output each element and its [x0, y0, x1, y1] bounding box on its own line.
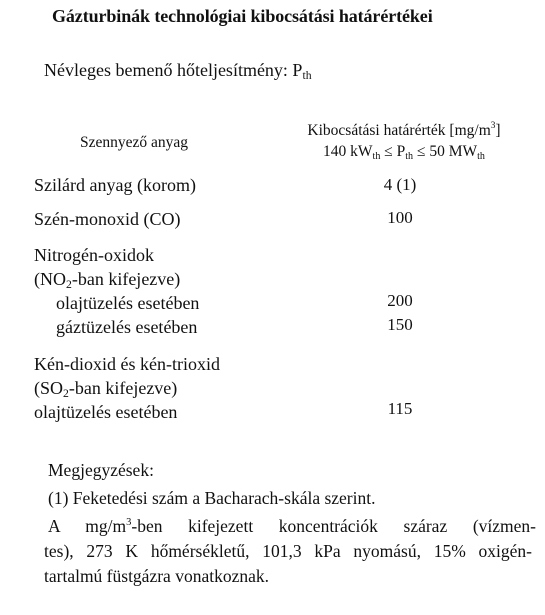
- rated-input-label: [44, 60, 312, 82]
- note-2-line-2: tes), 273 K hőmérsékletű, 101,3 kPa nyomású, 15% oxigén-: [44, 541, 532, 561]
- note-2-line-1: [48, 516, 536, 537]
- nox-basis-a: (NO: [34, 269, 66, 289]
- notes-heading: Megjegyzések:: [48, 460, 154, 480]
- column-header-pollutant: Szennyező anyag: [80, 134, 189, 151]
- nox-basis-b: -ban kifejezve): [71, 269, 181, 289]
- range-mid-sub: th: [405, 151, 414, 162]
- row-label-sox: Kén-dioxid és kén-trioxid: [34, 354, 220, 374]
- limit-header-bracket: ]: [495, 122, 501, 139]
- row-label-nox-gas: gáztüzelés esetében: [56, 317, 198, 337]
- note2-sup: 3: [126, 517, 132, 528]
- column-header-limit: [268, 116, 540, 167]
- document-title: Gázturbinák technológiai kibocsátási határértékei: [52, 6, 433, 26]
- row-label-solid: Szilárd anyag (korom): [34, 175, 196, 195]
- row-value-co: 100: [387, 208, 413, 227]
- range-low-sub: th: [372, 151, 381, 162]
- rated-input-text: Névleges bemenő hőteljesítmény: P: [44, 60, 303, 80]
- row-label-co: Szén-monoxid (CO): [34, 209, 181, 229]
- note-2-line-3: tartalmú füstgázra vonatkoznak.: [44, 566, 269, 586]
- row-value-nox-gas: 150: [387, 315, 413, 334]
- row-value-nox-oil: 200: [387, 291, 413, 310]
- range-high-sub: th: [477, 151, 485, 162]
- sox-basis-sub: 2: [63, 387, 69, 400]
- row-label-nox-oil: olajtüzelés esetében: [56, 293, 200, 313]
- note-1: (1) Feketedési szám a Bacharach-skála szerint.: [48, 488, 376, 508]
- sox-basis-b: -ban kifejezve): [68, 378, 178, 398]
- rated-input-subscript: th: [302, 69, 312, 82]
- note2-a: A mg/m: [48, 516, 127, 536]
- row-label-nox: Nitrogén-oxidok: [34, 245, 154, 265]
- limit-header-sup: 3: [490, 121, 496, 131]
- row-value-sox-oil: 115: [387, 399, 413, 418]
- sox-basis-a: (SO: [34, 378, 64, 398]
- column-header-limit-line1: [268, 116, 540, 141]
- column-header-limit-line2: [268, 141, 540, 167]
- range-mid: ≤ P: [380, 143, 406, 160]
- limit-header-text: Kibocsátási határérték [mg/m: [307, 122, 491, 139]
- row-label-sox-oil: olajtüzelés esetében: [34, 402, 178, 422]
- row-value-solid: 4 (1): [383, 175, 417, 194]
- range-high: ≤ 50 MW: [413, 143, 478, 160]
- nox-basis-sub: 2: [66, 278, 72, 291]
- note2-b: -ben kifejezett koncentrációk száraz (vízmen-: [131, 516, 536, 536]
- range-low: 140 kW: [323, 143, 373, 160]
